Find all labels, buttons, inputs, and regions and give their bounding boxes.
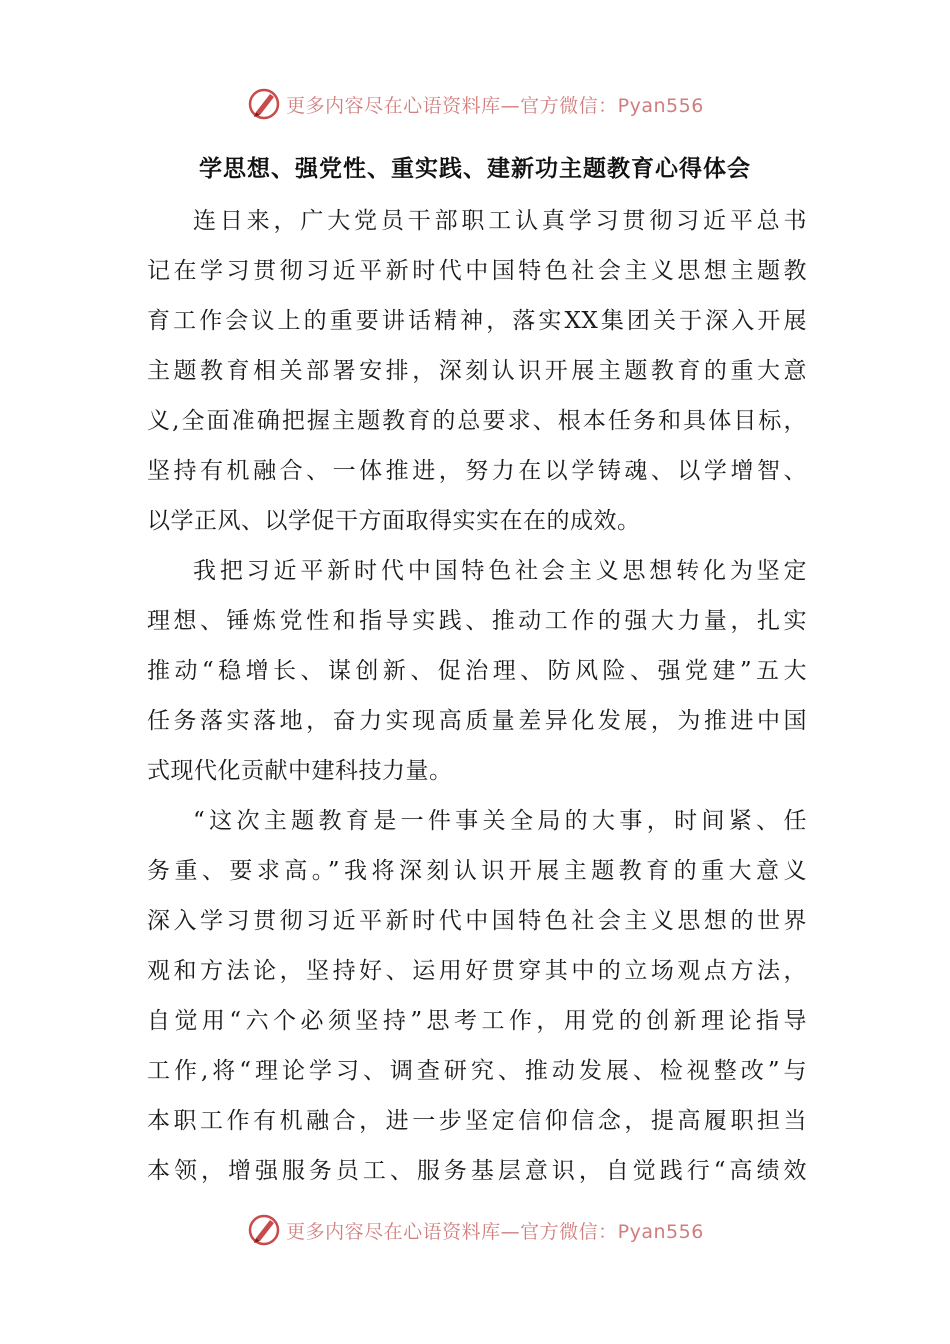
watermark-text: 更多内容尽在心语资料库—官方微信：Pyan556 [286, 94, 704, 117]
footer-watermark [0, 1210, 950, 1250]
body-text-line: 工作,将“理论学习、调查研究、推动发展、检视整改”与 [147, 1058, 807, 1084]
body-text-line: 连日来，广大党员干部职工认真学习贯彻习近平总书 [193, 208, 807, 234]
body-text-line: 本领，增强服务员工、服务基层意识，自觉践行“高绩效 [147, 1158, 807, 1184]
body-text-line: 自觉用“六个必须坚持”思考工作，用党的创新理论指导 [147, 1008, 807, 1034]
body-text-line: 本职工作有机融合，进一步坚定信仰信念，提高履职担当 [147, 1108, 807, 1134]
body-text-line: 务重、要求高。”我将深刻认识开展主题教育的重大意义 [147, 858, 807, 884]
document-body [147, 196, 807, 1196]
body-text-line: 我把习近平新时代中国特色社会主义思想转化为坚定 [193, 558, 807, 584]
body-text-line: 深入学习贯彻习近平新时代中国特色社会主义思想的世界 [147, 908, 807, 934]
body-text-line: 以学正风、以学促干方面取得实实在在的成效。 [147, 508, 641, 534]
pen-logo-icon [246, 1212, 282, 1248]
header-watermark [0, 84, 950, 124]
body-text-line: 义,全面准确把握主题教育的总要求、根本任务和具体目标， [147, 408, 807, 434]
pen-logo-icon [246, 86, 282, 122]
body-text-line: 坚持有机融合、一体推进，努力在以学铸魂、以学增智、 [147, 458, 807, 484]
body-text-line: 记在学习贯彻习近平新时代中国特色社会主义思想主题教 [147, 258, 807, 284]
watermark-text: 更多内容尽在心语资料库—官方微信：Pyan556 [286, 1220, 704, 1243]
body-text-line: 观和方法论，坚持好、运用好贯穿其中的立场观点方法， [147, 958, 807, 984]
body-text-line: 理想、锤炼党性和指导实践、推动工作的强大力量，扎实 [147, 608, 807, 634]
body-text-line: “这次主题教育是一件事关全局的大事，时间紧、任 [193, 808, 807, 834]
body-text-line: 主题教育相关部署安排，深刻认识开展主题教育的重大意 [147, 358, 807, 384]
body-text-line: 育工作会议上的重要讲话精神，落实XX集团关于深入开展 [147, 308, 807, 334]
body-text-line: 任务落实落地，奋力实现高质量差异化发展，为推进中国 [147, 708, 807, 734]
document-title: 学思想、强党性、重实践、建新功主题教育心得体会 [199, 156, 751, 182]
body-text-line: 式现代化贡献中建科技力量。 [147, 758, 453, 784]
body-text-line: 推动“稳增长、谋创新、促治理、防风险、强党建”五大 [147, 658, 807, 684]
